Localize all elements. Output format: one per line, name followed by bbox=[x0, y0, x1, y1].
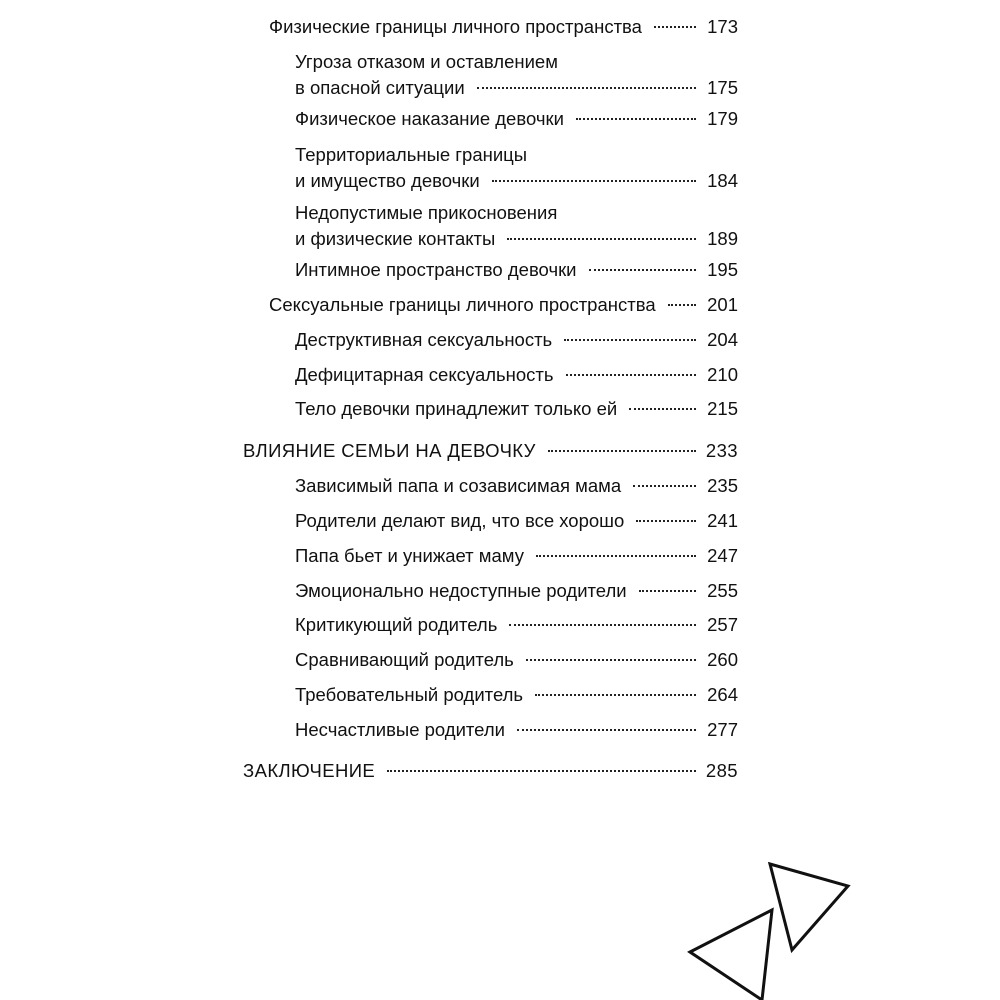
leader-dots bbox=[507, 238, 696, 240]
leader-dots bbox=[526, 659, 696, 661]
toc-chapter-title: ВЛИЯНИЕ СЕМЬИ НА ДЕВОЧКУ bbox=[243, 440, 536, 461]
leader-dots bbox=[589, 269, 696, 271]
toc-entry[interactable] bbox=[295, 647, 738, 673]
toc-entry-title: Зависимый папа и созависимая мама bbox=[295, 475, 622, 496]
leader-dots bbox=[633, 485, 696, 487]
toc-entry-title: Родители делают вид, что все хорошо bbox=[295, 510, 625, 531]
toc-entry-title-line1: Территориальные границы bbox=[295, 144, 528, 165]
toc-entry[interactable] bbox=[295, 396, 738, 422]
leader-dots bbox=[566, 374, 696, 376]
toc-page-number: 260 bbox=[707, 649, 738, 670]
toc-entry-title-line2: и имущество девочки bbox=[295, 170, 480, 191]
toc-entry-title: Требовательный родитель bbox=[295, 684, 524, 705]
leader-dots bbox=[576, 118, 696, 120]
leader-dots bbox=[639, 590, 696, 592]
toc-entry-title-line2: в опасной ситуации bbox=[295, 77, 465, 98]
toc-page-number: 277 bbox=[707, 719, 738, 740]
toc-entry[interactable] bbox=[295, 257, 738, 283]
leader-dots bbox=[654, 26, 696, 28]
toc-entry-title: Деструктивная сексуальность bbox=[295, 329, 553, 350]
leader-dots bbox=[536, 555, 696, 557]
toc-entry-title: Интимное пространство девочки bbox=[295, 259, 577, 280]
toc-page-number: 257 bbox=[707, 614, 738, 635]
leader-dots bbox=[509, 624, 696, 626]
toc-entry-title: Дефицитарная сексуальность bbox=[295, 364, 554, 385]
leader-dots bbox=[492, 180, 696, 182]
toc-entry[interactable] bbox=[295, 508, 738, 534]
toc-entry[interactable] bbox=[295, 142, 738, 194]
toc-entry-title-line1: Недопустимые прикосновения bbox=[295, 202, 558, 223]
leader-dots bbox=[387, 770, 696, 772]
toc-entry[interactable] bbox=[295, 543, 738, 569]
toc-entry[interactable] bbox=[295, 362, 738, 388]
toc-entry[interactable] bbox=[295, 717, 738, 743]
leader-dots bbox=[477, 87, 696, 89]
toc-entry[interactable] bbox=[295, 49, 738, 101]
toc-entry-title: Критикующий родитель bbox=[295, 614, 498, 635]
toc-page-number: 204 bbox=[707, 329, 738, 350]
toc-entry[interactable] bbox=[295, 578, 738, 604]
toc-chapter-title: ЗАКЛЮЧЕНИЕ bbox=[243, 760, 376, 781]
toc-entry[interactable] bbox=[295, 200, 738, 252]
triangles-ornament-icon bbox=[680, 850, 870, 1000]
toc-entry-title: Несчастливые родители bbox=[295, 719, 505, 740]
toc-entry[interactable] bbox=[295, 473, 738, 499]
toc-entry-title: Сексуальные границы личного пространства bbox=[269, 294, 656, 315]
toc-page-number: 173 bbox=[707, 16, 738, 37]
toc-entry-title: Сравнивающий родитель bbox=[295, 649, 514, 670]
toc-entry-title: Физическое наказание девочки bbox=[295, 108, 564, 129]
leader-dots bbox=[668, 304, 696, 306]
toc-page-number: 264 bbox=[707, 684, 738, 705]
triangle-outline-upper bbox=[770, 864, 848, 950]
toc-entry[interactable] bbox=[295, 682, 738, 708]
toc-page-number: 247 bbox=[707, 545, 738, 566]
toc-entry-title: Папа бьет и унижает маму bbox=[295, 545, 524, 566]
toc-page-number: 195 bbox=[707, 259, 738, 280]
toc-page-number: 241 bbox=[707, 510, 738, 531]
toc-chapter-entry[interactable] bbox=[243, 758, 738, 784]
toc-entry[interactable] bbox=[295, 612, 738, 638]
toc-page-number: 285 bbox=[705, 760, 738, 781]
toc-entry-title: Эмоционально недоступные родители bbox=[295, 580, 627, 601]
toc-page-number: 179 bbox=[707, 108, 738, 129]
toc-page-number: 184 bbox=[707, 170, 738, 191]
toc-page-number: 255 bbox=[707, 580, 738, 601]
toc-entry[interactable] bbox=[295, 327, 738, 353]
toc-entry[interactable] bbox=[295, 106, 738, 132]
leader-dots bbox=[548, 450, 696, 452]
leader-dots bbox=[517, 729, 696, 731]
toc-entry-title: Тело девочки принадлежит только ей bbox=[295, 398, 618, 419]
triangle-outline-lower bbox=[690, 910, 772, 1000]
leader-dots bbox=[535, 694, 696, 696]
toc-page-number: 210 bbox=[707, 364, 738, 385]
toc-entry[interactable] bbox=[269, 292, 738, 318]
toc-page-number: 215 bbox=[707, 398, 738, 419]
toc-page-number: 235 bbox=[707, 475, 738, 496]
toc-page-number: 175 bbox=[707, 77, 738, 98]
toc-page-number: 201 bbox=[707, 294, 738, 315]
toc-entry[interactable] bbox=[269, 14, 738, 40]
toc-page-number: 233 bbox=[705, 440, 738, 461]
leader-dots bbox=[629, 408, 696, 410]
leader-dots bbox=[636, 520, 696, 522]
toc-page-number: 189 bbox=[707, 228, 738, 249]
toc-chapter-entry[interactable] bbox=[243, 438, 738, 464]
toc-entry-title-line1: Угроза отказом и оставлением bbox=[295, 51, 558, 72]
toc-entry-title-line2: и физические контакты bbox=[295, 228, 496, 249]
leader-dots bbox=[564, 339, 696, 341]
toc-entry-title: Физические границы личного пространства bbox=[269, 16, 642, 37]
